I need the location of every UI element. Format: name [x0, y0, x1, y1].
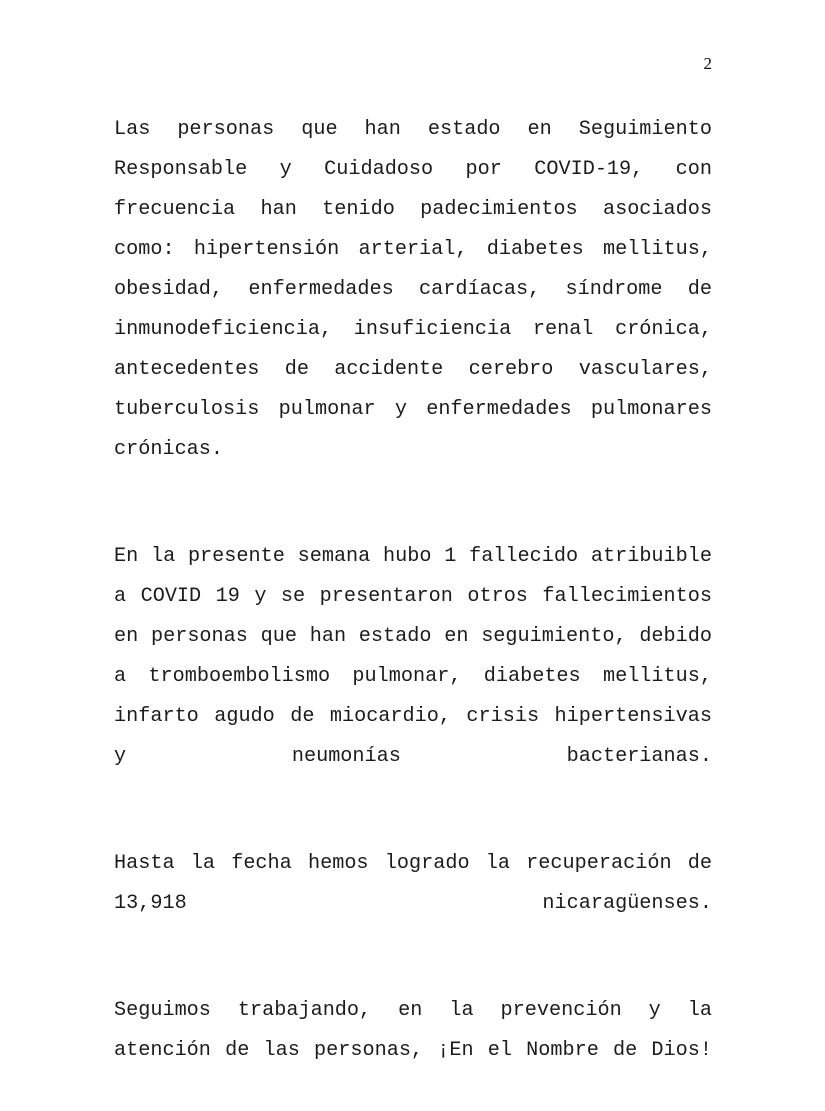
body-paragraph-2: En la presente semana hubo 1 fallecido atribuible a COVID 19 y se presentaron otros fallecimientos en personas que han estado en seguimiento, debido a tromboembolismo pulmonar, diabetes mellitus, infarto agudo de miocardio, crisis hipertensivas y neumonías bacterianas.: [114, 545, 712, 768]
body-paragraph-4: Seguimos trabajando, en la prevención y la atención de las personas, ¡En el Nombre de Dios!: [114, 999, 712, 1062]
document-body: [114, 110, 712, 1111]
body-paragraph-1: Las personas que han estado en Seguimiento Responsable y Cuidadoso por COVID-19, con frecuencia han tenido padecimientos asociados como: hipertensión arterial, diabetes mellitus, obesidad, enfermedades cardíacas, síndrome de inmunodeficiencia, insuficiencia renal crónica, antecedentes de accidente cerebro vasculares, tuberculosis pulmonar y enfermedades pulmonares crónicas.: [114, 118, 712, 461]
page-number: 2: [703, 54, 712, 73]
body-paragraph-3: Hasta la fecha hemos logrado la recuperación de 13,918 nicaragüenses.: [114, 852, 712, 915]
